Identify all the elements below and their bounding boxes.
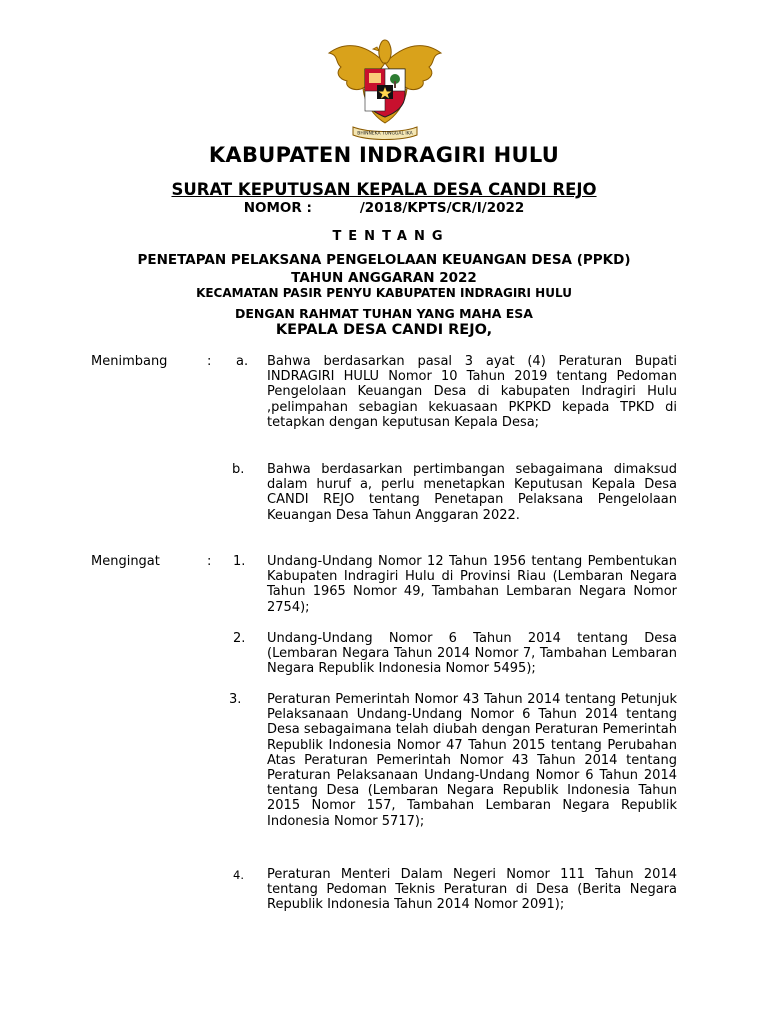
- mengingat-item-mark: 2.: [233, 631, 246, 646]
- mengingat-item-text: Peraturan Menteri Dalam Negeri Nomor 111 Tahun 2014 tentang Pedoman Teknis Peraturan di Desa (Berita Negara Republik Indonesia Tahun 2014 Nomor 2091);: [267, 867, 677, 913]
- menimbang-item-mark: a.: [236, 354, 249, 369]
- mengingat-item-mark: 4.: [233, 868, 244, 882]
- subject-line: PENETAPAN PELAKSANA PENGELOLAAN KEUANGAN DESA (PPKD): [137, 252, 631, 268]
- document-number: [0, 200, 768, 216]
- svg-text:BHINNEKA TUNGGAL IKA: BHINNEKA TUNGGAL IKA: [357, 131, 413, 137]
- invocation-line: DENGAN RAHMAT TUHAN YANG MAHA ESA: [235, 306, 533, 321]
- mengingat-item-text: Undang-Undang Nomor 6 Tahun 2014 tentang Desa (Lembaran Negara Tahun 2014 Nomor 7, Tambahan Lembaran Negara Republik Indonesia Nomor 5495);: [267, 631, 677, 677]
- tentang-heading: TENTANG: [332, 229, 450, 244]
- kabupaten-heading: KABUPATEN INDRAGIRI HULU: [208, 143, 560, 167]
- nomor-label: NOMOR :: [243, 200, 312, 216]
- menimbang-item-mark: b.: [232, 462, 245, 477]
- nomor-value: /2018/KPTS/CR/I/2022: [359, 200, 525, 216]
- menimbang-item-text: Bahwa berdasarkan pasal 3 ayat (4) Peraturan Bupati INDRAGIRI HULU Nomor 10 Tahun 2019 tentang Pedoman Pengelolaan Keuangan Desa di kabupaten Indragiri Hulu ,pelimpahan sebagian kekuasaan PKPKD kepada TPKD di tetapkan dengan keputusan Kepala Desa;: [267, 354, 677, 430]
- mengingat-item-mark: 1.: [233, 554, 246, 569]
- menimbang-item-text: Bahwa berdasarkan pertimbangan sebagaimana dimaksud dalam huruf a, perlu menetapkan Keputusan Kepala Desa CANDI REJO tentang Penetapan Pelaksana Pengelolaan Keuangan Desa Tahun Anggaran 2022.: [267, 462, 677, 523]
- mengingat-colon: :: [207, 554, 212, 569]
- menimbang-label: Menimbang: [91, 354, 168, 369]
- menimbang-colon: :: [207, 354, 212, 369]
- mengingat-item-mark: 3.: [229, 692, 242, 707]
- mengingat-item-text: Undang-Undang Nomor 12 Tahun 1956 tentang Pembentukan Kabupaten Indragiri Hulu di Provinsi Riau (Lembaran Negara Tahun 1965 Nomor 49, Tambahan Lembaran Negara Nomor 2754);: [267, 554, 677, 615]
- garuda-emblem-icon: [325, 33, 445, 143]
- document-title: SURAT KEPUTUSAN KEPALA DESA CANDI REJO: [171, 180, 597, 199]
- village-head-line: KEPALA DESA CANDI REJO,: [275, 322, 493, 338]
- fiscal-year-line: TAHUN ANGGARAN 2022: [291, 270, 477, 286]
- mengingat-item-text: Peraturan Pemerintah Nomor 43 Tahun 2014 tentang Petunjuk Pelaksanaan Undang-Undang Nomor 6 Tahun 2014 tentang Desa sebagaimana telah diubah dengan Peraturan Pemerintah Republik Indonesia Nomor 47 Tahun 2015 tentang Perubahan Atas Peraturan Pemerintah Nomor 43 Tahun 2014 tentang Peraturan Pelaksanaan Undang-Undang Nomor 6 Tahun 2014 tentang Desa (Lembaran Negara Republik Indonesia Tahun 2015 Nomor 157, Tambahan Lembaran Negara Republik Indonesia Nomor 5717);: [267, 692, 677, 829]
- mengingat-label: Mengingat: [91, 554, 160, 569]
- district-line: KECAMATAN PASIR PENYU KABUPATEN INDRAGIRI HULU: [196, 286, 572, 300]
